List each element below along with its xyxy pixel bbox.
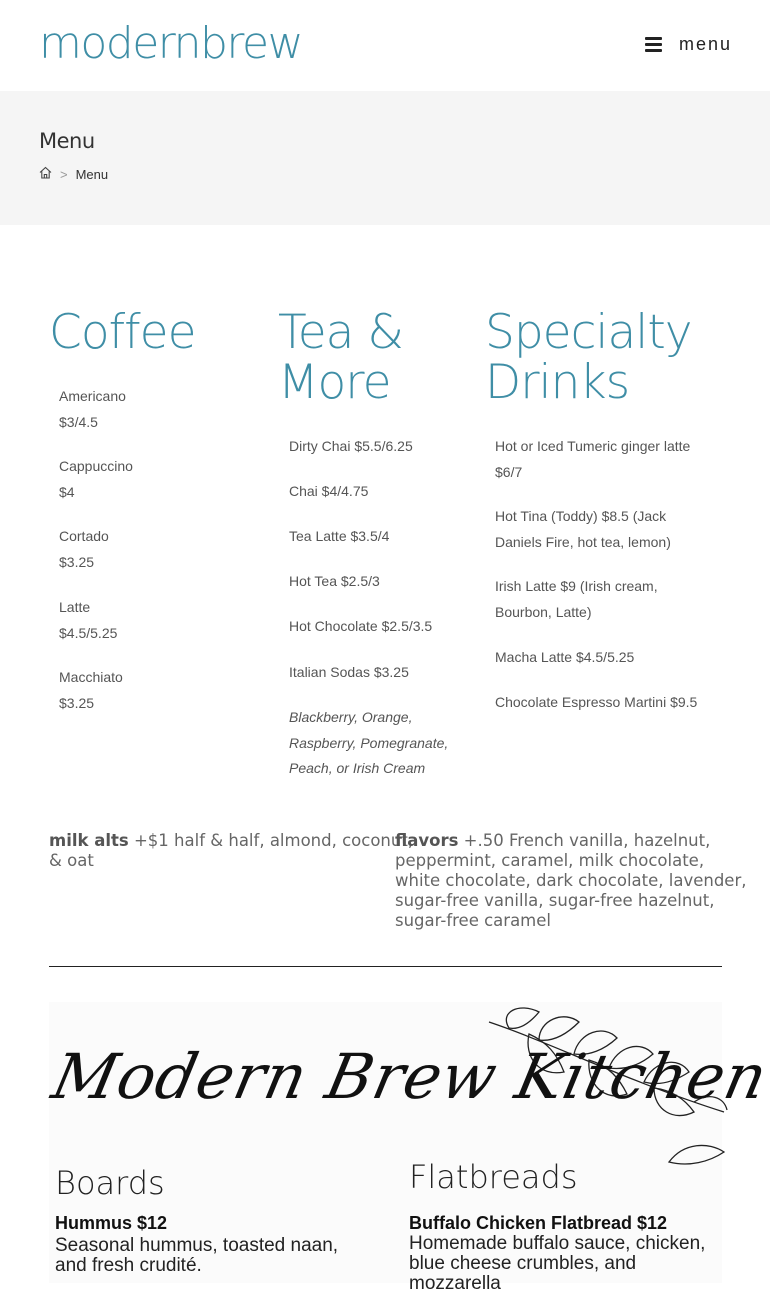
item-name: Cortado bbox=[59, 528, 109, 544]
milk-alts: milk alts +$1 half & half, almond, coconut, & oat bbox=[49, 831, 414, 870]
flatbreads-heading: Flatbreads bbox=[409, 1158, 578, 1196]
page-title: Menu bbox=[39, 129, 95, 153]
list-item bbox=[59, 524, 109, 575]
list-item: Italian Sodas $3.25 bbox=[289, 664, 409, 680]
milk-alts-label: milk alts bbox=[49, 831, 129, 850]
list-item bbox=[59, 384, 126, 435]
list-item: Hot Chocolate $2.5/3.5 bbox=[289, 618, 433, 634]
list-item: Tea Latte $3.5/4 bbox=[289, 528, 390, 544]
breadcrumb-separator: > bbox=[60, 166, 68, 182]
hamburger-icon bbox=[645, 37, 662, 52]
boards-description: Seasonal hummus, toasted naan, and fresh crudité. bbox=[55, 1235, 339, 1276]
item-name: Americano bbox=[59, 388, 126, 404]
specialty-section bbox=[485, 305, 692, 410]
list-item: Chai $4/4.75 bbox=[289, 483, 369, 499]
list-item: Hot Tina (Toddy) $8.5 (Jack Daniels Fire, hot tea, lemon) bbox=[495, 508, 671, 550]
item-name: Macchiato bbox=[59, 669, 123, 685]
tea-heading: Tea & More bbox=[278, 305, 404, 410]
flavors-label: flavors bbox=[395, 831, 459, 850]
flavors: flavors +.50 French vanilla, hazelnut, peppermint, caramel, milk chocolate, white chocolate, dark chocolate, lavender, sugar-free vanilla, sugar-free hazelnut, sugar-free caramel bbox=[395, 831, 747, 930]
list-item bbox=[59, 665, 123, 716]
flatbreads-description: Homemade buffalo sauce, chicken, blue cheese crumbles, and mozzarella bbox=[409, 1233, 706, 1294]
breadcrumb bbox=[39, 166, 108, 182]
divider bbox=[49, 966, 722, 967]
menu-toggle-button[interactable] bbox=[645, 34, 732, 55]
list-item: Dirty Chai $5.5/6.25 bbox=[289, 438, 413, 454]
list-item: Hot Tea $2.5/3 bbox=[289, 573, 380, 589]
coffee-section bbox=[49, 305, 196, 360]
page-header bbox=[0, 91, 770, 225]
item-price: $4.5/5.25 bbox=[59, 624, 118, 641]
breadcrumb-current: Menu bbox=[75, 166, 109, 182]
list-item: Chocolate Espresso Martini $9.5 bbox=[495, 694, 698, 710]
menu-toggle-label: menu bbox=[678, 34, 732, 54]
kitchen-title: Modern Brew Kitchen bbox=[46, 1040, 774, 1113]
tea-section bbox=[278, 305, 404, 410]
item-price: $3.25 bbox=[59, 553, 95, 570]
item-name: Cappuccino bbox=[59, 458, 133, 474]
item-price: $3/4.5 bbox=[59, 413, 98, 430]
boards-item: Hummus $12 bbox=[55, 1213, 168, 1233]
flatbreads-item: Buffalo Chicken Flatbread $12 bbox=[409, 1213, 668, 1233]
boards-heading: Boards bbox=[55, 1164, 165, 1202]
site-header bbox=[0, 0, 770, 91]
list-item: Macha Latte $4.5/5.25 bbox=[495, 649, 635, 665]
soda-flavors: Blackberry, Orange, Raspberry, Pomegranate, Peach, or Irish Cream bbox=[289, 709, 449, 776]
coffee-heading: Coffee bbox=[49, 305, 196, 360]
home-icon[interactable] bbox=[39, 166, 52, 182]
list-item bbox=[59, 454, 133, 505]
site-logo[interactable]: modernbrew bbox=[39, 18, 303, 69]
kitchen-menu-image bbox=[46, 1002, 774, 1294]
list-item bbox=[59, 595, 117, 646]
list-item: Irish Latte $9 (Irish cream, Bourbon, Latte) bbox=[495, 578, 658, 620]
list-item: Hot or Iced Tumeric ginger latte $6/7 bbox=[495, 438, 691, 480]
item-price: $4 bbox=[59, 483, 75, 500]
item-name: Latte bbox=[59, 599, 91, 615]
specialty-heading: Specialty Drinks bbox=[485, 305, 692, 410]
item-price: $3.25 bbox=[59, 694, 95, 711]
